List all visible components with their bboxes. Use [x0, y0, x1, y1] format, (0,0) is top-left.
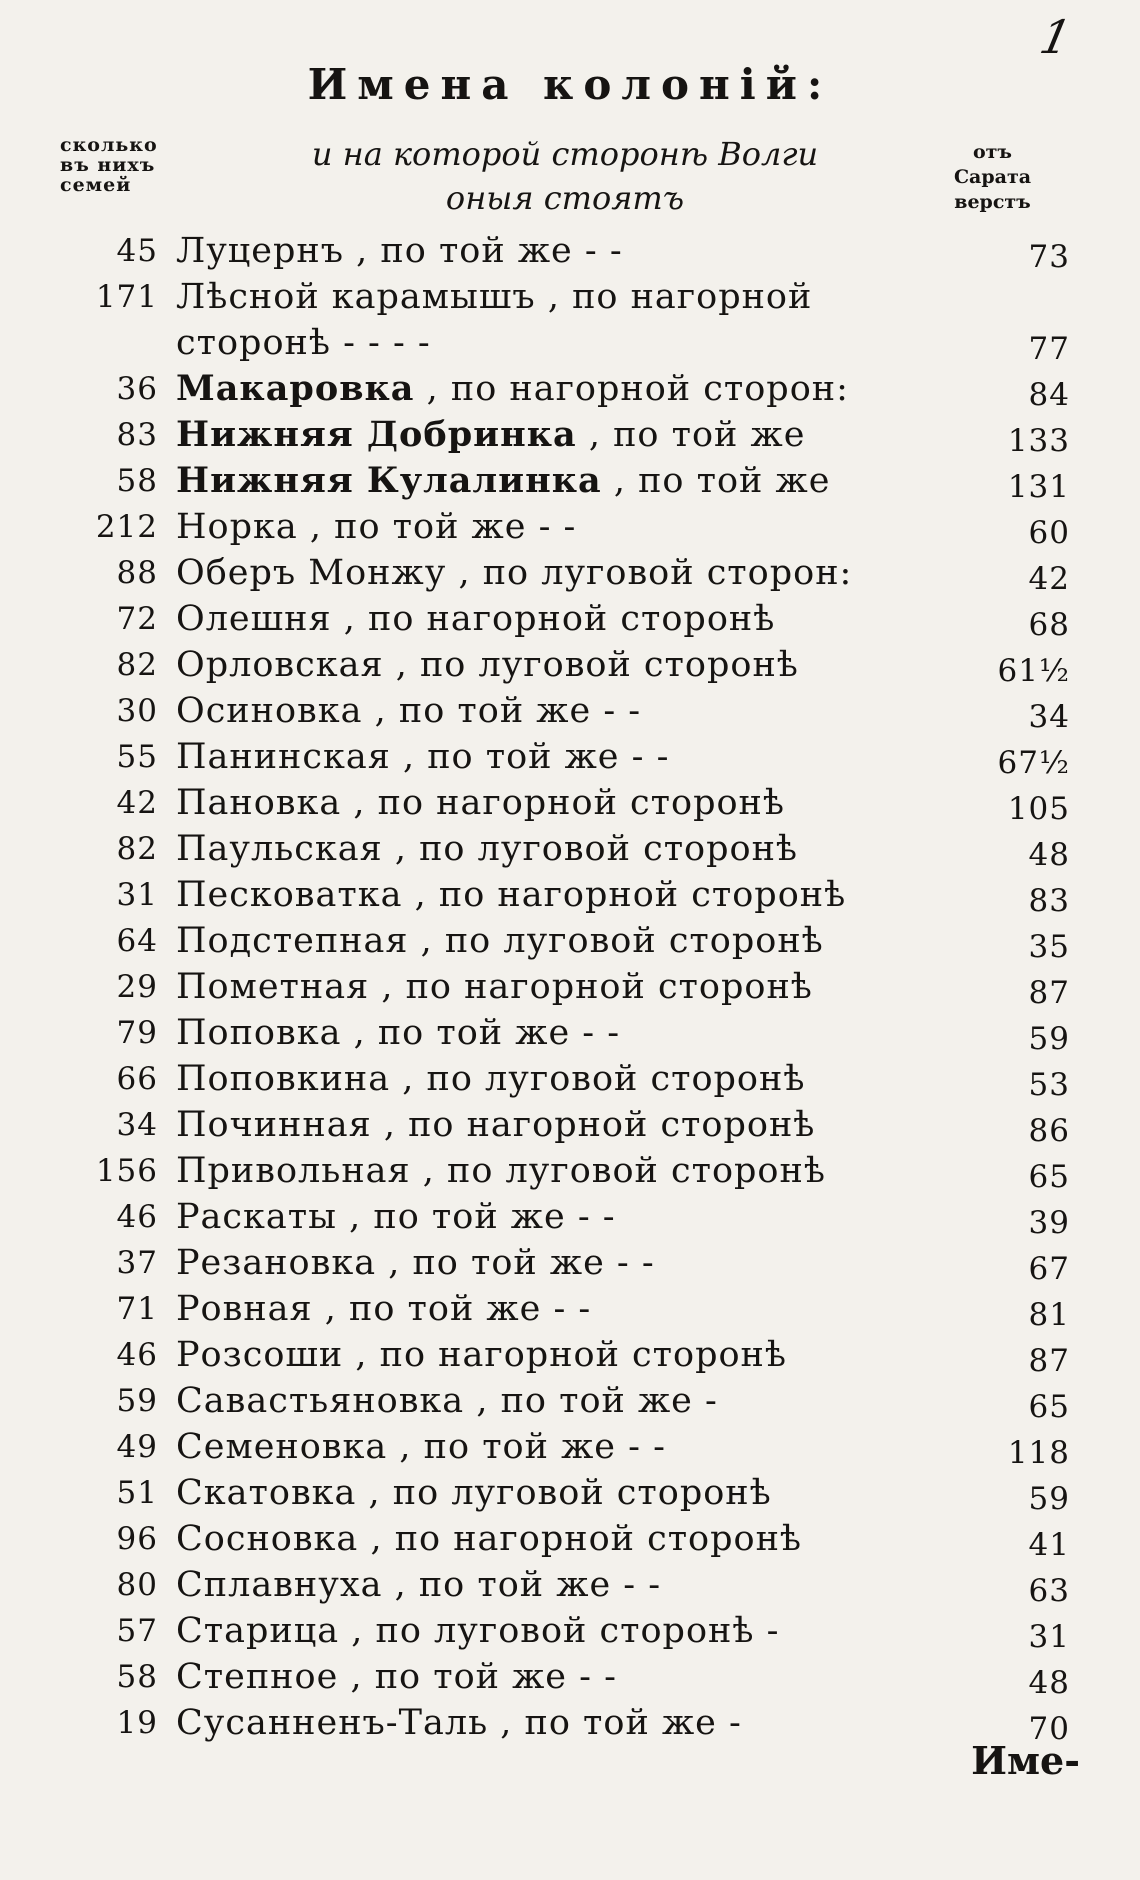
colony-name: Пометная — [176, 967, 370, 1007]
families-count: 171 — [95, 279, 158, 315]
colony-entry — [176, 1424, 976, 1470]
colony-entry — [176, 734, 976, 780]
families-count: 58 — [116, 1659, 158, 1695]
table-row — [40, 1332, 1070, 1378]
table-row — [40, 1700, 1070, 1746]
colony-entry — [176, 504, 976, 550]
colony-name: Олешня — [176, 599, 332, 639]
families-count: 29 — [116, 969, 158, 1005]
colony-name: Раскаты — [176, 1197, 337, 1237]
table-row — [40, 1516, 1070, 1562]
families-count: 45 — [116, 233, 158, 269]
families-count: 30 — [116, 693, 158, 729]
families-count: 55 — [116, 739, 158, 775]
families-count: 88 — [116, 555, 158, 591]
distance-versts: 118 — [1007, 1435, 1070, 1471]
colony-name: Старица — [176, 1611, 340, 1651]
header-families — [60, 135, 190, 195]
families-count: 42 — [116, 785, 158, 821]
families-count: 58 — [116, 463, 158, 499]
colony-name: Савастьяновка — [176, 1381, 465, 1421]
table-row — [40, 918, 1070, 964]
volga-side: , по той же - - — [388, 1243, 655, 1283]
colony-entry — [176, 1654, 976, 1700]
colony-name: Песковатка — [176, 875, 403, 915]
colony-name: Резановка — [176, 1243, 377, 1283]
volga-side: , по луговой сторонѣ — [394, 829, 799, 869]
colony-name: Сплавнуха — [176, 1565, 383, 1605]
families-count: 79 — [116, 1015, 158, 1051]
volga-side: , по той же - - — [324, 1289, 592, 1329]
table-row — [40, 1424, 1070, 1470]
colony-entry — [176, 1286, 976, 1332]
families-count: 34 — [116, 1107, 158, 1143]
distance-versts: 84 — [1028, 377, 1070, 413]
volga-side: , по нагорной сторонѣ — [370, 1519, 803, 1559]
families-count: 59 — [116, 1383, 158, 1419]
volga-side: , по луговой сторонѣ - — [351, 1611, 780, 1651]
volga-side: , по той же - - — [394, 1565, 662, 1605]
colony-name: Пановка — [176, 783, 342, 823]
volga-side: , по луговой сторонѣ — [422, 1151, 826, 1191]
colony-name: Норка — [176, 507, 298, 547]
distance-versts: 133 — [1007, 423, 1070, 459]
colony-name: Сусанненъ-Таль — [176, 1703, 489, 1743]
table-row — [40, 1010, 1070, 1056]
table-row — [40, 596, 1070, 642]
distance-versts: 105 — [1007, 791, 1070, 827]
distance-versts: 65 — [1028, 1159, 1070, 1195]
distance-versts: 39 — [1028, 1205, 1070, 1241]
families-count: 46 — [116, 1199, 158, 1235]
distance-versts: 31 — [1028, 1619, 1070, 1655]
colony-name: Панинская — [176, 737, 391, 777]
colony-name: Починная — [176, 1105, 372, 1145]
distance-versts: 48 — [1028, 837, 1070, 873]
distance-versts: 42 — [1028, 561, 1070, 597]
families-count: 51 — [116, 1475, 158, 1511]
distance-versts: 61½ — [997, 653, 1070, 689]
colony-entry — [176, 918, 976, 964]
volga-side: , по той же - - — [309, 507, 577, 547]
volga-side: , по нагорной сторонѣ — [355, 1335, 787, 1375]
distance-versts: 35 — [1028, 929, 1070, 965]
table-row — [40, 964, 1070, 1010]
table-row — [40, 1148, 1070, 1194]
families-count: 37 — [116, 1245, 158, 1281]
families-count: 19 — [116, 1705, 158, 1741]
families-count: 83 — [116, 417, 158, 453]
distance-versts: 41 — [1028, 1527, 1070, 1563]
volga-side: , по нагорной сторонѣ — [383, 1105, 816, 1145]
colony-name: Лѣсной карамышъ — [176, 277, 536, 317]
distance-versts: 77 — [1028, 331, 1070, 367]
table-row — [40, 642, 1070, 688]
table-row — [40, 734, 1070, 780]
volga-side: , по нагорной сторонѣ — [381, 967, 813, 1007]
table-row — [40, 1240, 1070, 1286]
colony-name: Паульская — [176, 829, 383, 869]
volga-side: , по той же - - — [353, 1013, 621, 1053]
families-count: 212 — [95, 509, 158, 545]
table-row — [40, 1056, 1070, 1102]
volga-side: , по той же — [588, 415, 806, 455]
distance-versts: 34 — [1028, 699, 1070, 735]
header-families-line: въ нихъ — [60, 154, 156, 176]
colony-entry — [176, 1378, 976, 1424]
colony-entry — [176, 1194, 976, 1240]
distance-versts: 81 — [1028, 1297, 1070, 1333]
colony-entry — [176, 780, 976, 826]
distance-versts: 86 — [1028, 1113, 1070, 1149]
colony-name: Поповка — [176, 1013, 342, 1053]
table-row — [40, 550, 1070, 596]
volga-side: , по той же - - — [349, 1197, 616, 1237]
header-distance-line: верстъ — [954, 191, 1031, 213]
volga-side: , по луговой сторонѣ — [402, 1059, 806, 1099]
families-count: 82 — [116, 647, 158, 683]
volga-side: , по луговой сторонѣ — [368, 1473, 772, 1513]
volga-side: , по луговой сторонѣ — [420, 921, 824, 961]
distance-versts: 87 — [1028, 1343, 1070, 1379]
colony-name: Макаровка — [176, 368, 415, 409]
colony-name: Луцернъ — [176, 231, 345, 271]
colony-entry — [176, 228, 976, 274]
distance-versts: 65 — [1028, 1389, 1070, 1425]
colony-name: Привольная — [176, 1151, 411, 1191]
colony-name: Сосновка — [176, 1519, 359, 1559]
distance-versts: 53 — [1028, 1067, 1070, 1103]
colony-entry — [176, 642, 976, 688]
table-row — [40, 1654, 1070, 1700]
colony-name: Орловская — [176, 645, 384, 685]
families-count: 96 — [116, 1521, 158, 1557]
header-families-line: семей — [60, 174, 132, 196]
families-count: 31 — [116, 877, 158, 913]
families-count: 72 — [116, 601, 158, 637]
colony-entry — [176, 1148, 976, 1194]
volga-side: , по той же - - — [350, 1657, 617, 1697]
families-count: 57 — [116, 1613, 158, 1649]
table-row — [40, 458, 1070, 504]
colony-entry — [176, 412, 976, 458]
colony-entry — [176, 872, 976, 918]
colony-entry — [176, 826, 976, 872]
table-row — [40, 872, 1070, 918]
volga-side: , по нагорной сторонѣ — [414, 875, 847, 915]
distance-versts: 83 — [1028, 883, 1070, 919]
table-row — [40, 1608, 1070, 1654]
header-distance-line: отъ — [972, 141, 1013, 163]
colony-entry — [176, 458, 976, 504]
table-row — [40, 366, 1070, 412]
table-row — [40, 274, 1070, 366]
families-count: 71 — [116, 1291, 158, 1327]
distance-versts: 70 — [1028, 1711, 1070, 1747]
catchword: Име- — [971, 1738, 1080, 1783]
table-row — [40, 1470, 1070, 1516]
colony-name: Семеновка — [176, 1427, 388, 1467]
distance-versts: 73 — [1028, 239, 1070, 275]
table-row — [40, 1378, 1070, 1424]
colony-name: Розсоши — [176, 1335, 344, 1375]
distance-versts: 131 — [1007, 469, 1070, 505]
distance-versts: 87 — [1028, 975, 1070, 1011]
header-side-line: оныя стоятъ — [445, 179, 685, 217]
header-side — [220, 132, 910, 220]
volga-side: , по той же - - — [374, 691, 642, 731]
volga-side: , по той же - — [500, 1703, 742, 1743]
colony-entry — [176, 1470, 976, 1516]
page-title: Имена колоній: — [307, 60, 833, 109]
volga-side: , по нагорной сторонѣ — [343, 599, 776, 639]
colony-name: Осиновка — [176, 691, 363, 731]
colony-name: Степное — [176, 1657, 339, 1697]
colony-entry — [176, 1608, 976, 1654]
families-count: 66 — [116, 1061, 158, 1097]
table-row — [40, 780, 1070, 826]
distance-versts: 59 — [1028, 1481, 1070, 1517]
table-row — [40, 1102, 1070, 1148]
volga-side: , по нагорной сторонѣ - - - - — [176, 277, 813, 363]
colony-entry — [176, 688, 976, 734]
table-row — [40, 504, 1070, 550]
colony-entry — [176, 366, 976, 412]
colony-name: Скатовка — [176, 1473, 357, 1513]
volga-side: , по той же - - — [356, 231, 623, 271]
volga-side: , по луговой сторонѣ — [395, 645, 799, 685]
header-side-line: и на которой сторонѣ Волги — [311, 135, 819, 173]
distance-versts: 60 — [1028, 515, 1070, 551]
distance-versts: 67 — [1028, 1251, 1070, 1287]
volga-side: , по той же - - — [399, 1427, 666, 1467]
table-row — [40, 228, 1070, 274]
header-distance — [930, 140, 1055, 215]
distance-versts: 59 — [1028, 1021, 1070, 1057]
colony-entry — [176, 964, 976, 1010]
colony-name: Оберъ Монжу — [176, 553, 447, 593]
families-count: 82 — [116, 831, 158, 867]
table-row — [40, 688, 1070, 734]
distance-versts: 48 — [1028, 1665, 1070, 1701]
volga-side: , по той же - - — [402, 737, 670, 777]
colony-entry — [176, 550, 976, 596]
colony-entry — [176, 1240, 976, 1286]
volga-side: , по нагорной сторонѣ — [353, 783, 785, 823]
families-count: 80 — [116, 1567, 158, 1603]
volga-side: , по той же - — [476, 1381, 718, 1421]
table-row — [40, 412, 1070, 458]
families-count: 46 — [116, 1337, 158, 1373]
volga-side: , по той же — [613, 461, 831, 501]
colony-entry — [176, 1010, 976, 1056]
table-row — [40, 1562, 1070, 1608]
families-count: 49 — [116, 1429, 158, 1465]
colony-name: Нижняя Добринка — [176, 414, 577, 455]
distance-versts: 63 — [1028, 1573, 1070, 1609]
colony-entry — [176, 1700, 976, 1746]
families-count: 64 — [116, 923, 158, 959]
colony-table — [40, 228, 1070, 1746]
header-families-line: сколько — [60, 134, 158, 156]
families-count: 156 — [95, 1153, 158, 1189]
page-number: 1 — [1034, 10, 1076, 64]
table-row — [40, 1194, 1070, 1240]
colony-entry — [176, 1562, 976, 1608]
volga-side: , по нагорной сторон: — [426, 369, 849, 409]
colony-entry — [176, 1056, 976, 1102]
colony-entry — [176, 1516, 976, 1562]
header-distance-line: Сарата — [953, 166, 1032, 188]
colony-entry — [176, 1102, 976, 1148]
colony-name: Нижняя Кулалинка — [176, 460, 602, 501]
colony-name: Ровная — [176, 1289, 313, 1329]
distance-versts: 67½ — [997, 745, 1070, 781]
colony-entry — [176, 596, 976, 642]
colony-entry — [176, 274, 976, 366]
colony-name: Поповкина — [176, 1059, 391, 1099]
families-count: 36 — [116, 371, 158, 407]
colony-name: Подстепная — [176, 921, 409, 961]
distance-versts: 68 — [1028, 607, 1070, 643]
table-row — [40, 1286, 1070, 1332]
volga-side: , по луговой сторон: — [458, 553, 853, 593]
colony-entry — [176, 1332, 976, 1378]
table-row — [40, 826, 1070, 872]
